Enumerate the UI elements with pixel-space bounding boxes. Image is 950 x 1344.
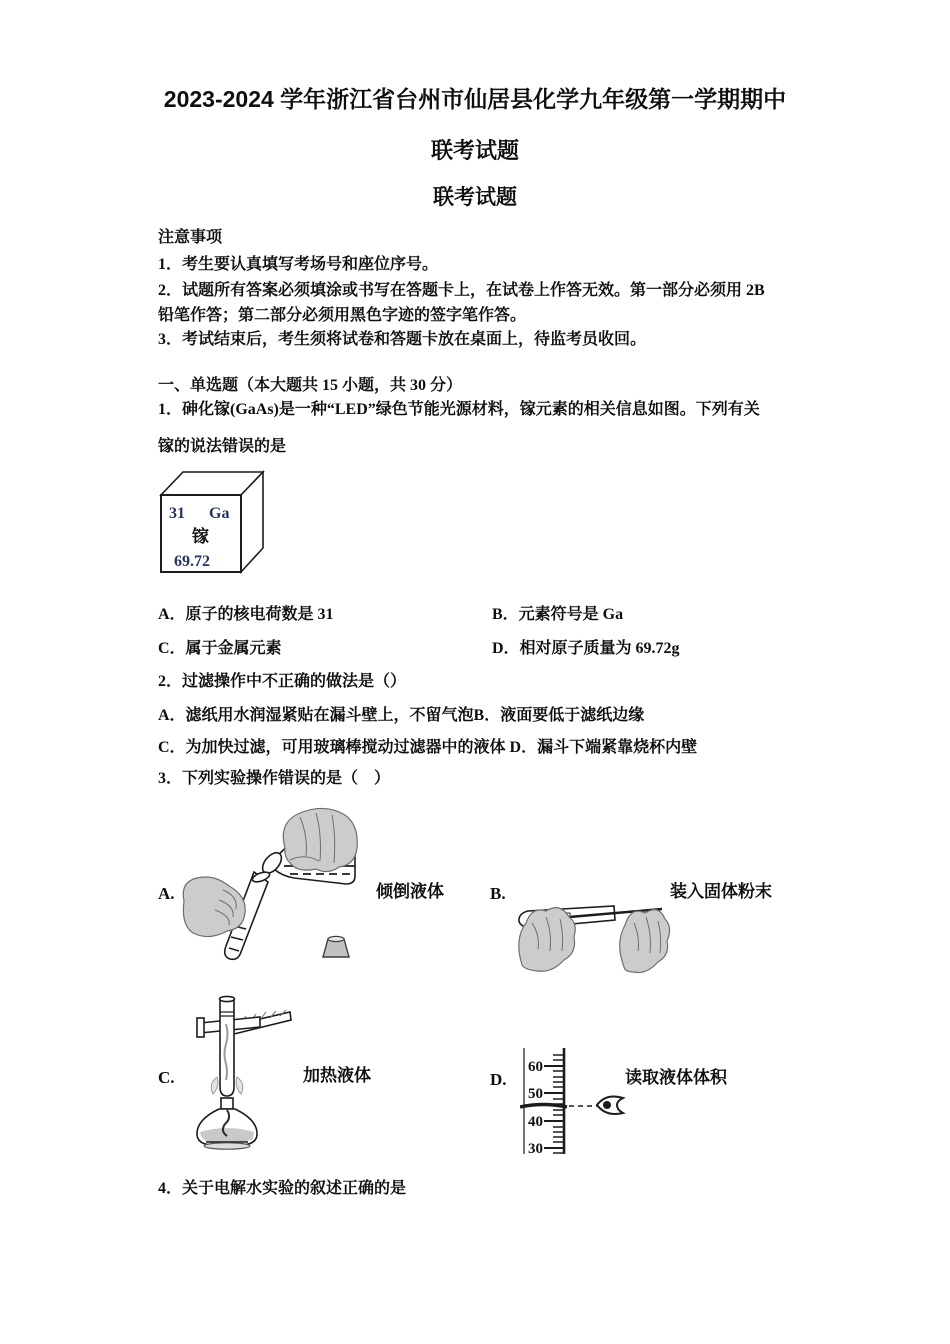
alcohol-lamp [197,1098,257,1149]
scale-label-50: 50 [528,1086,543,1102]
section-1-heading: 一、单选题（本大题共 15 小题，共 30 分） [158,377,463,394]
notice-item-2-line-2: 铅笔作答；第二部分必须用黑色字迹的签字笔作答。 [158,307,527,324]
test-tube-holder [197,1010,291,1037]
figure-caption-b: 装入固体粉末 [670,882,772,901]
notice-item-2-line-1: 2．试题所有答案必须填涂或书写在答题卡上，在试卷上作答无效。第一部分必须用 2B [158,282,765,299]
lower-hand [183,877,245,937]
figure-label-d: D. [490,1070,507,1089]
load-solid-powder-figure [512,893,682,985]
figure-caption-c: 加热液体 [303,1066,371,1085]
figure-label-a: A. [158,884,175,903]
figure-label-b: B. [490,884,506,903]
notice-item-1: 1．考生要认真填写考场号和座位序号。 [158,256,439,273]
q3-stem: 3．下列实验操作错误的是（ ） [158,770,391,787]
notice-item-3: 3．考试结束后，考生须将试卷和答题卡放在桌面上，待监考员收回。 [158,331,647,348]
scale-label-40: 40 [528,1114,543,1130]
q1-option-b: B．元素符号是 Ga [492,606,624,623]
upper-hand [283,808,357,871]
q1-option-a: A．原子的核电荷数是 31 [158,606,334,623]
scale-label-30: 30 [528,1141,543,1157]
figure-label-c: C. [158,1068,175,1087]
graduated-cylinder-scale [520,1048,567,1157]
q2-options-ab: A．滤纸用水润湿紧贴在漏斗壁上，不留气泡B．液面要低于滤纸边缘 [158,707,645,724]
pour-liquid-figure [178,806,370,966]
liquid-meniscus-line [520,1105,567,1108]
test-tube [220,996,235,1096]
eye-icon [597,1097,623,1114]
exam-title-line-3: 联考试题 [433,186,517,209]
element-relative-mass: 69.72 [174,553,210,570]
q4-stem: 4．关于电解水实验的叙述正确的是 [158,1180,407,1197]
figure-caption-a: 倾倒液体 [376,882,444,901]
scale-label-60: 60 [528,1059,543,1075]
q1-option-c: C．属于金属元素 [158,640,282,657]
exam-title-line-1: 2023-2024 学年浙江省台州市仙居县化学九年级第一学期期中 [163,86,787,112]
exam-title-line-2: 联考试题 [430,138,519,163]
figure-caption-d: 读取液体体积 [625,1068,727,1087]
q1-stem-line-1: 1．砷化镓(GaAs)是一种“LED”绿色节能光源材料，镓元素的相关信息如图。下列有关 [158,401,760,418]
element-atomic-number: 31 [169,505,185,522]
q1-stem-line-2: 镓的说法错误的是 [158,438,287,455]
q1-option-d: D．相对原子质量为 69.72g [492,640,680,657]
right-hand [620,910,670,973]
q2-stem: 2．过滤操作中不正确的做法是（） [158,673,407,690]
read-volume-figure [520,1044,628,1158]
heat-liquid-figure [182,992,294,1150]
bottle-stopper [323,936,349,957]
lamp-base [204,1143,250,1149]
element-name-cn: 镓 [192,527,209,546]
element-symbol: Ga [209,505,230,522]
notice-heading: 注意事项 [158,229,223,246]
q2-options-cd: C．为加快过滤，可用玻璃棒搅动过滤器中的液体 D．漏斗下端紧靠烧杯内壁 [158,739,698,756]
gallium-element-cube-figure [157,465,267,577]
